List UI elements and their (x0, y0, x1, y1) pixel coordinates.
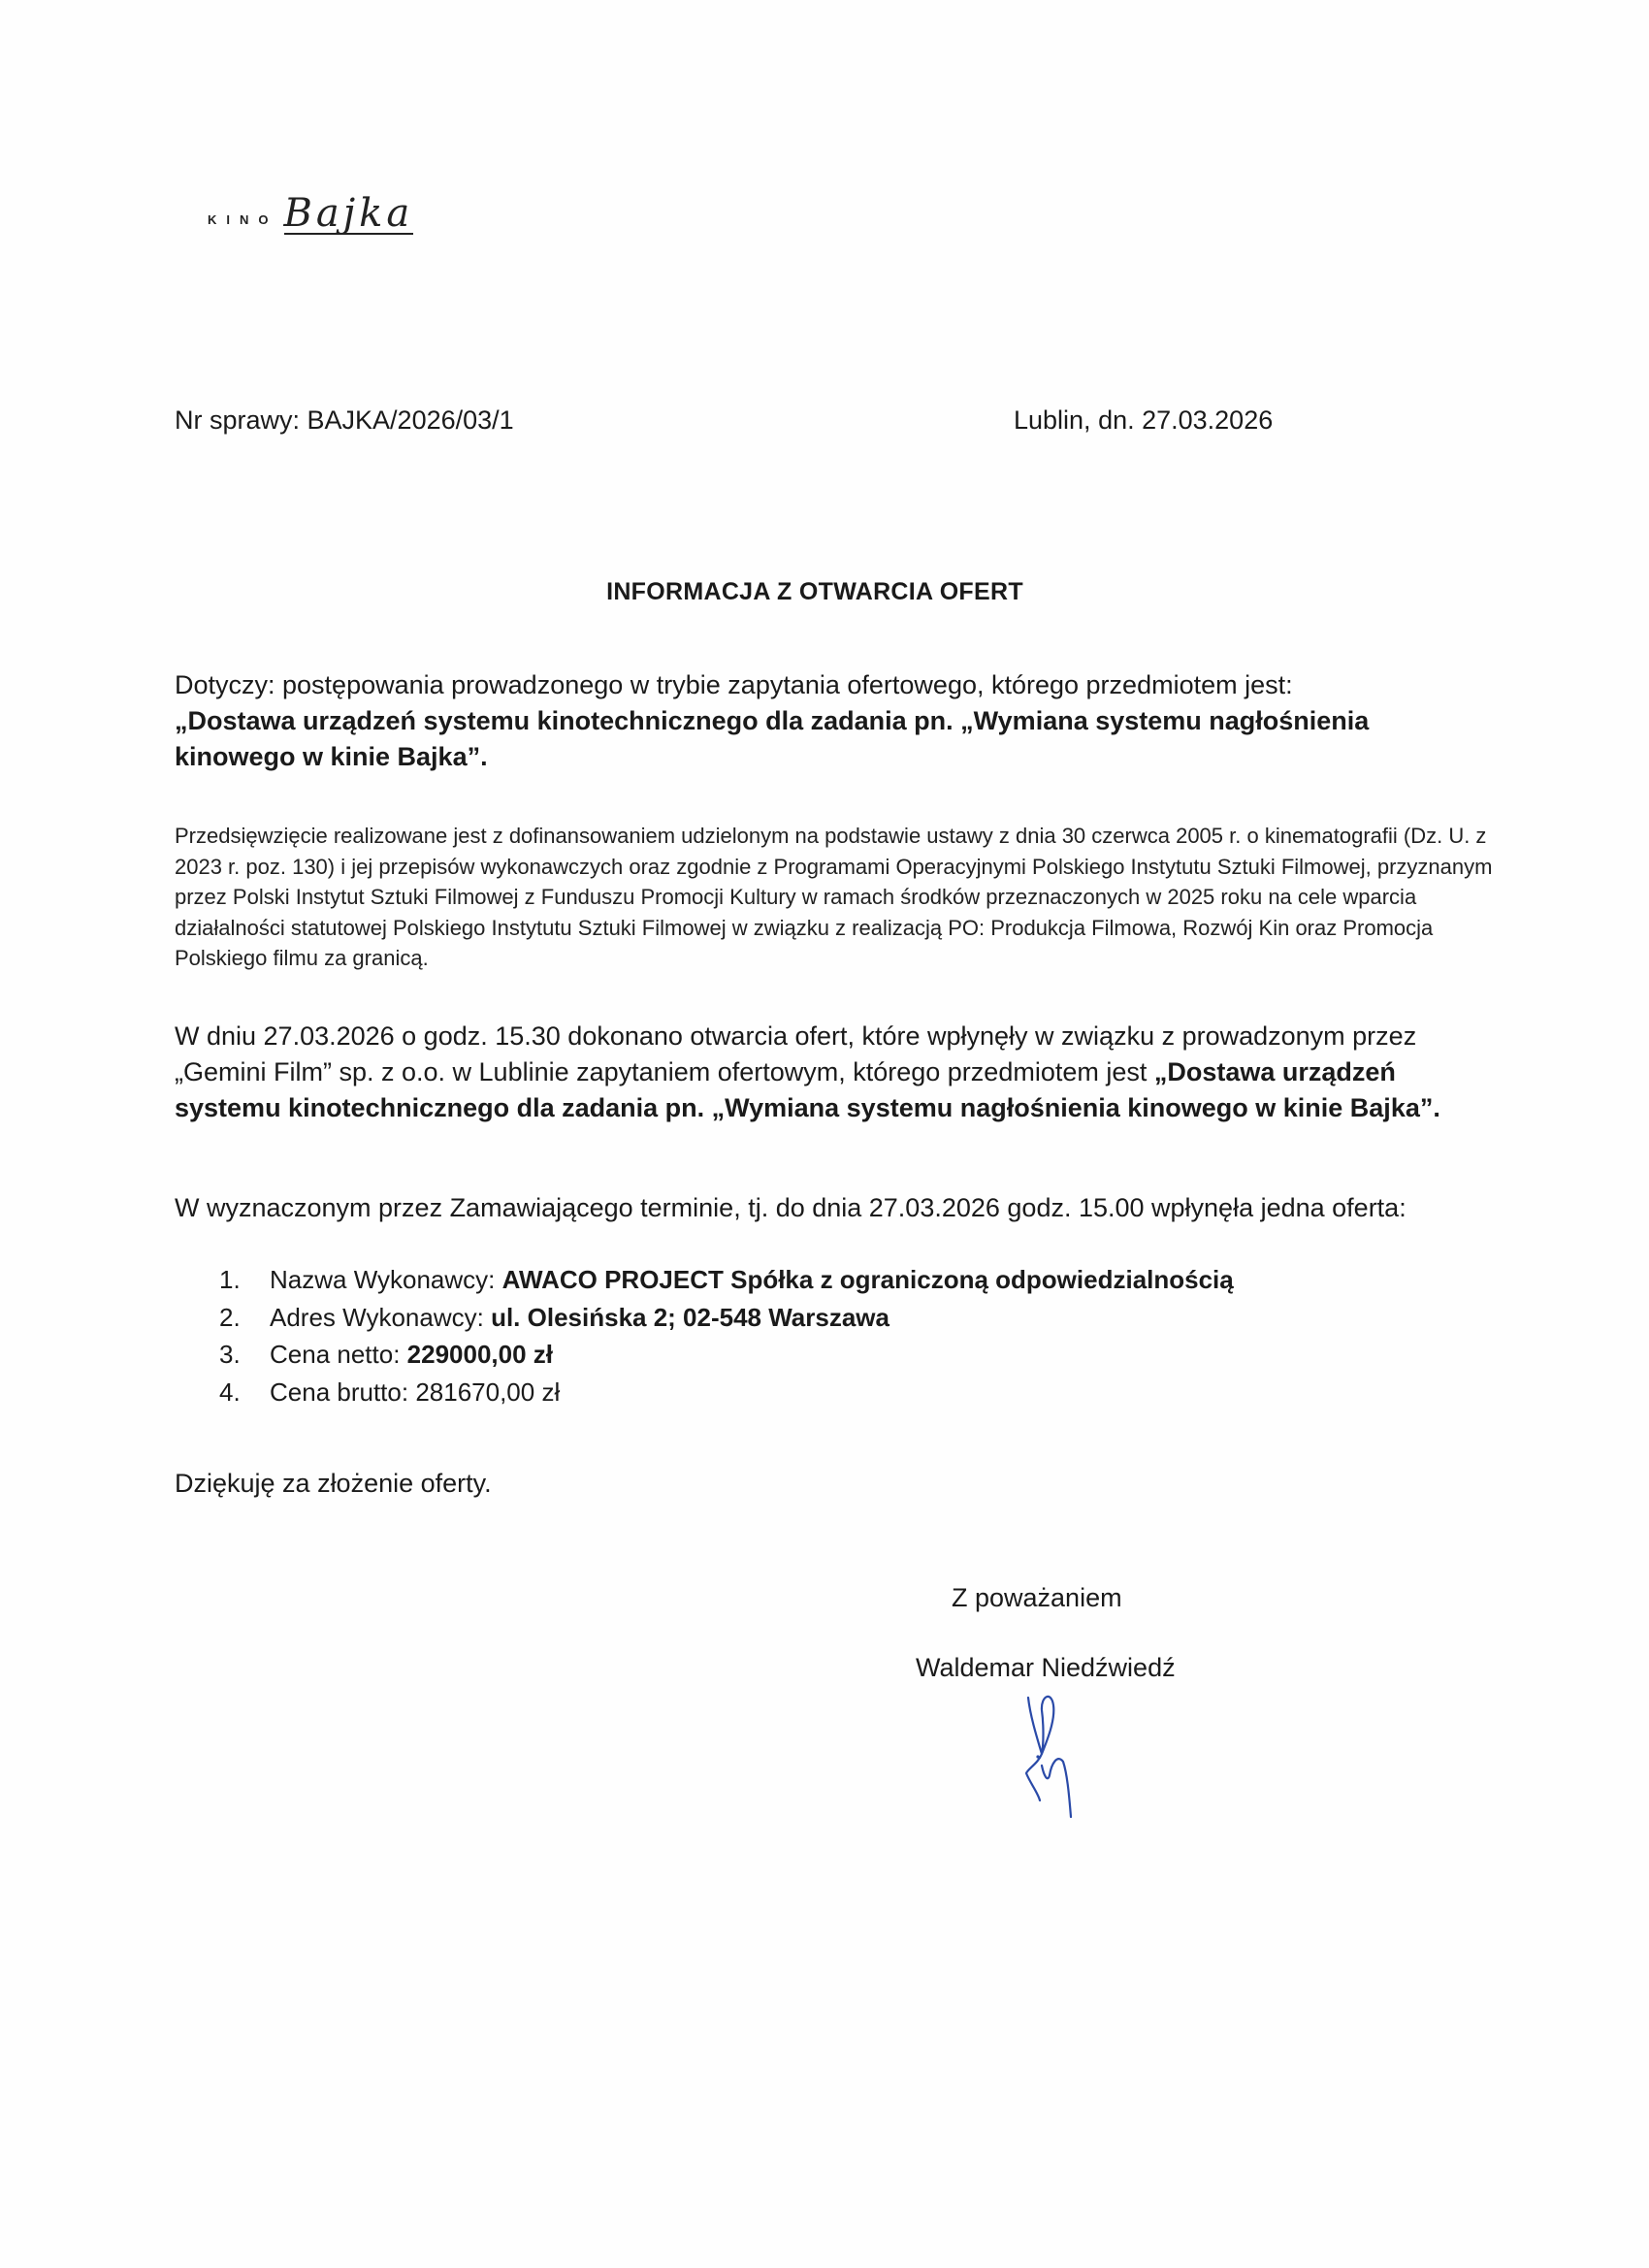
signature-icon (1009, 1686, 1096, 1822)
item-label: Cena brutto: (270, 1377, 409, 1407)
item-value: ul. Olesińska 2; 02-548 Warszawa (491, 1302, 889, 1332)
closing-regards: Z poważaniem (952, 1583, 1122, 1612)
item-number: 3. (219, 1340, 241, 1369)
opening-subject: „Dostawa urządzeń systemu kinotechnicznego dla zadania pn. „Wymiana systemu nagłośnienia kinowego w kinie Bajka”. (175, 1057, 1440, 1122)
offer-item-gross-price (219, 1374, 1234, 1411)
item-label: Adres Wykonawcy: (270, 1302, 484, 1332)
opening-text: W dniu 27.03.2026 o godz. 15.30 dokonano otwarcia ofert, które wpłynęły w związku z prowadzonym przez „Gemini Film” sp. z o.o. w Lublinie zapytaniem ofertowym, którego przedmiotem jest (175, 1021, 1417, 1086)
item-number: 4. (219, 1377, 241, 1407)
thanks-line: Dziękuję za złożenie oferty. (175, 1469, 492, 1498)
item-value: AWACO PROJECT Spółka z ograniczoną odpowiedzialnością (501, 1265, 1234, 1294)
kino-bajka-logo (208, 186, 413, 235)
deadline-paragraph: W wyznaczonym przez Zamawiającego terminie, tj. do dnia 27.03.2026 godz. 15.00 wpłynęła jedna oferta: (175, 1193, 1406, 1222)
offer-list (219, 1261, 1234, 1410)
signer-name: Waldemar Niedźwiedź (916, 1653, 1176, 1682)
item-value: 281670,00 zł (415, 1377, 561, 1407)
subject-intro: Dotyczy: postępowania prowadzonego w trybie zapytania ofertowego, którego przedmiotem jest: (175, 670, 1293, 699)
subject-paragraph (175, 667, 1494, 775)
offer-item-net-price (219, 1336, 1234, 1374)
logo-prefix: KINO (208, 212, 278, 227)
case-number: Nr sprawy: BAJKA/2026/03/1 (175, 405, 514, 435)
place-date: Lublin, dn. 27.03.2026 (1014, 405, 1274, 435)
offer-item-contractor-address (219, 1299, 1234, 1337)
handwritten-signature (1009, 1686, 1096, 1822)
item-label: Cena netto: (270, 1340, 401, 1369)
item-value: 229000,00 zł (406, 1340, 554, 1369)
offer-item-contractor-name (219, 1261, 1234, 1299)
opening-paragraph (175, 1019, 1494, 1126)
item-number: 2. (219, 1302, 241, 1332)
subject-title: „Dostawa urządzeń systemu kinotechnicznego dla zadania pn. „Wymiana systemu nagłośnienia kinowego w kinie Bajka”. (175, 706, 1370, 771)
item-number: 1. (219, 1265, 241, 1294)
logo-name: Bajka (283, 191, 414, 236)
item-label: Nazwa Wykonawcy: (270, 1265, 496, 1294)
document-title: INFORMACJA Z OTWARCIA OFERT (606, 578, 1023, 605)
funding-note: Przedsięwzięcie realizowane jest z dofinansowaniem udzielonym na podstawie ustawy z dnia 30 czerwca 2005 r. o kinematografii (Dz. U. z 2023 r. poz. 130) i jej przepisów wykonawczych oraz zgodnie z Programami Operacyjnymi Polskiego Instytutu Sztuki Filmowej, przyznanym przez Polski Instytut Sztuki Filmowej z Funduszu Promocji Kultury w ramach środków przeznaczonych w 2025 roku na cele wparcia działalności statutowej Polskiego Instytutu Sztuki Filmowej w związku z realizacją PO: Produkcja Filmowa, Rozwój Kin oraz Promocja Polskiego filmu za granicą. (175, 824, 1493, 970)
